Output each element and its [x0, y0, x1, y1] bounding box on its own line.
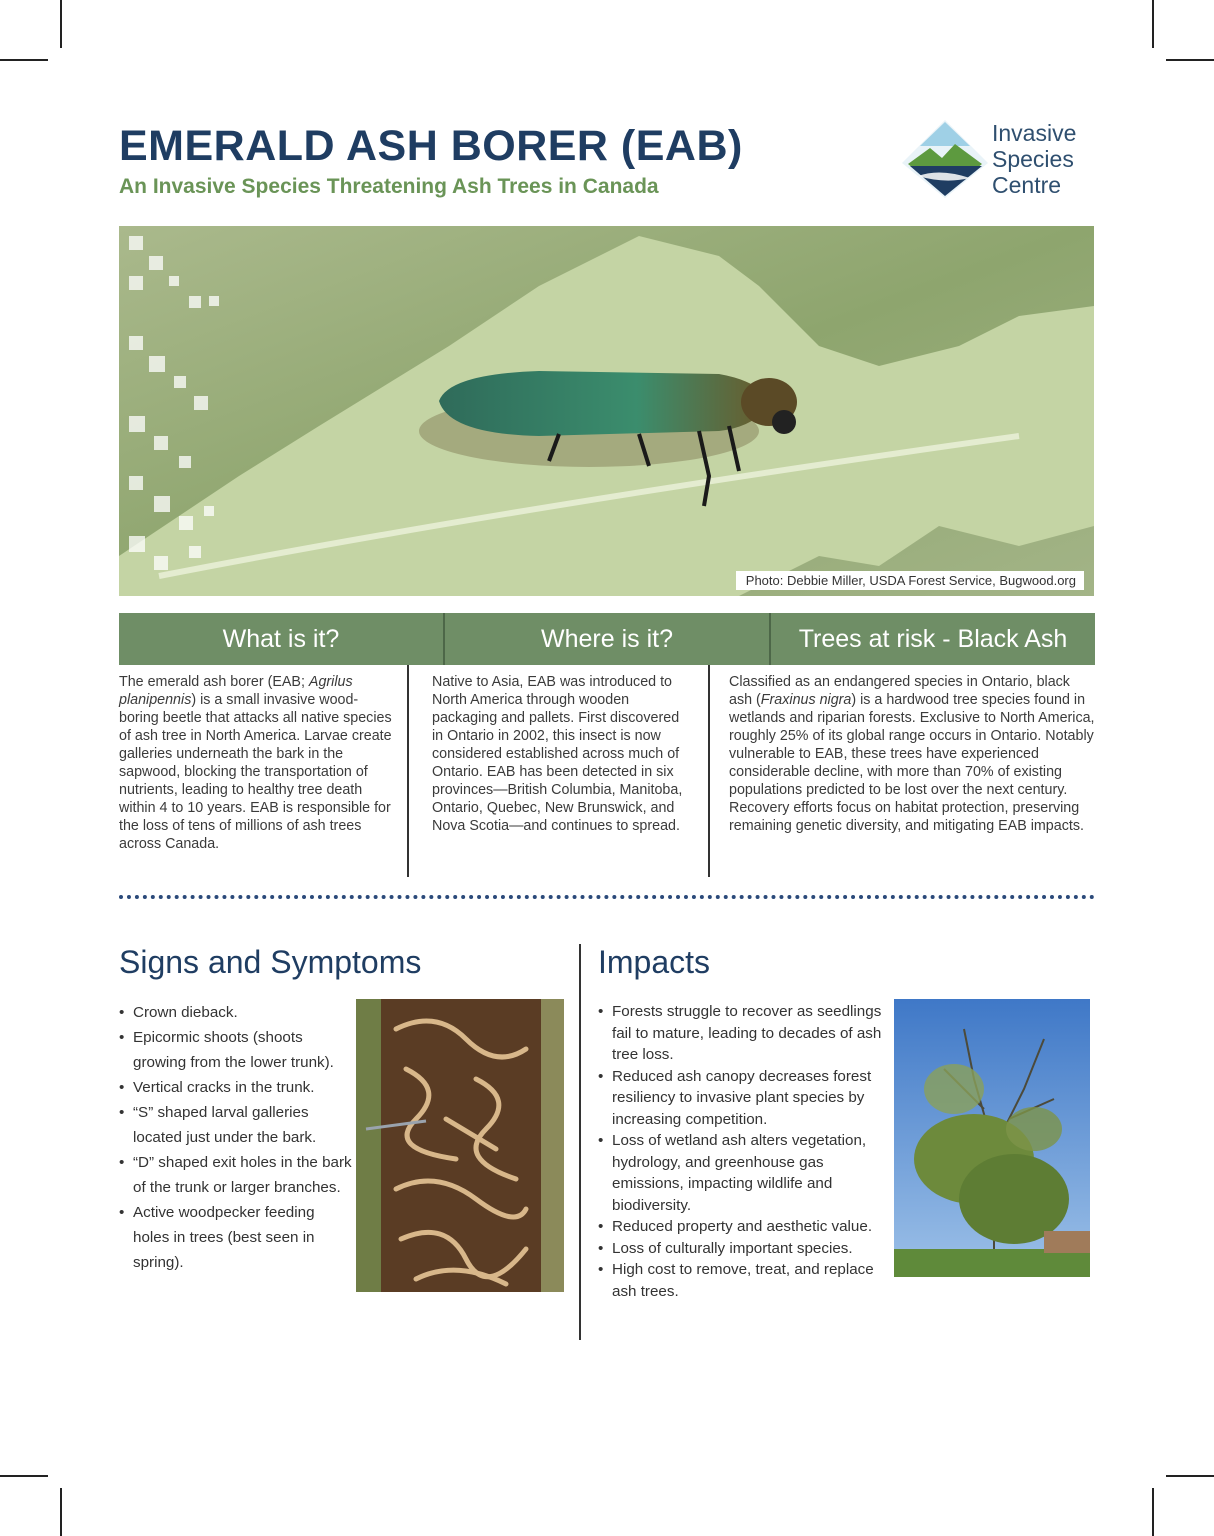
crop-mark	[1166, 59, 1214, 61]
what-text-end: ) is a small invasive wood-boring beetle that attacks all native species of ash tree in North America. Larvae create galleries underneath the bark in the sapwood, blocking the transportation of nutrients, leading to healthy tree death within 4 to 10 years. EAB is responsible for the loss of tens of millions of ash trees across Canada.	[119, 692, 392, 852]
dying-ash-tree-photo	[894, 999, 1090, 1277]
what-text-italic: Agrilus planipennis	[119, 674, 353, 708]
photo-credit: Photo: Debbie Miller, USDA Forest Service, Bugwood.org	[736, 571, 1084, 590]
logo-text	[992, 120, 1076, 198]
beetle-on-leaf-image	[119, 226, 1094, 596]
impacts-item: • Reduced property and aesthetic value.	[598, 1216, 884, 1238]
signs-item: • “S” shaped larval galleries located just under the bark.	[119, 1100, 355, 1150]
column-trees-at-risk	[729, 673, 1095, 835]
logo-line-2: Species	[992, 146, 1074, 172]
larval-galleries-image	[356, 999, 564, 1292]
signs-list	[119, 1000, 355, 1275]
signs-title: Signs and Symptoms	[119, 944, 422, 980]
heading-where-is-it: Where is it?	[443, 613, 769, 665]
risk-text-start: Classified as an endangered species in Ontario, black ash (	[729, 674, 1070, 708]
hero-photo	[119, 226, 1094, 596]
page-title: EMERALD ASH BORER (EAB)	[119, 122, 743, 170]
risk-text-end: ) is a hardwood tree species found in wetlands and riparian forests. Exclusive to North America, roughly 25% of its global range occurs in Ontario. Notably vulnerable to EAB, these trees have experienced considerable decline, with more than 70% of existing populations predicted to be lost over the next century. Recovery efforts focus on habitat protection, preserving remaining genetic diversity, and mitigating EAB impacts.	[729, 692, 1095, 834]
impacts-list	[598, 1001, 884, 1302]
info-columns-header	[119, 613, 1095, 665]
signs-item: • Active woodpecker feeding holes in trees (best seen in spring).	[119, 1200, 355, 1275]
impacts-item: • Reduced ash canopy decreases forest resiliency to invasive plant species by increasing competition.	[598, 1066, 884, 1131]
crop-mark	[1166, 1475, 1214, 1477]
impacts-title: Impacts	[598, 944, 711, 980]
signs-item: • “D” shaped exit holes in the bark of the trunk or larger branches.	[119, 1150, 355, 1200]
invasive-species-centre-logo	[900, 118, 1100, 200]
section-divider	[579, 944, 581, 1340]
what-text-start: The emerald ash borer (EAB;	[119, 674, 309, 690]
crop-mark	[0, 59, 48, 61]
heading-trees-at-risk: Trees at risk - Black Ash	[769, 613, 1095, 665]
heading-what-is-it: What is it?	[222, 625, 340, 653]
column-where-is-it	[432, 673, 690, 835]
column-divider	[407, 665, 409, 877]
page-subtitle: An Invasive Species Threatening Ash Trees in Canada	[119, 175, 659, 198]
logo-mark-icon	[900, 118, 990, 200]
column-what-is-it	[119, 673, 396, 853]
logo-line-1: Invasive	[992, 120, 1077, 146]
ash-tree-image	[894, 999, 1090, 1277]
crop-mark	[1152, 1488, 1154, 1536]
signs-item: • Crown dieback.	[119, 1000, 355, 1025]
signs-item: • Epicormic shoots (shoots growing from the lower trunk).	[119, 1025, 355, 1075]
where-text: Native to Asia, EAB was introduced to North America through wooden packaging and pallets. First discovered in Ontario in 2002, this insect is now considered established across much of Ontario. EAB has been detected in six provinces—British Columbia, Manitoba, Ontario, Quebec, New Brunswick, and Nova Scotia—and continues to spread.	[432, 674, 683, 834]
dotted-divider	[119, 895, 1095, 899]
gallery-bark-photo	[356, 999, 564, 1292]
crop-mark	[1152, 0, 1154, 48]
crop-mark	[60, 1488, 62, 1536]
column-divider	[708, 665, 710, 877]
crop-mark	[0, 1475, 48, 1477]
impacts-item: • Forests struggle to recover as seedlings fail to mature, leading to decades of ash tree loss.	[598, 1001, 884, 1066]
logo-line-3: Centre	[992, 172, 1062, 198]
impacts-item: • Loss of wetland ash alters vegetation, hydrology, and greenhouse gas emissions, impacting wildlife and biodiversity.	[598, 1130, 884, 1216]
risk-text-italic: Fraxinus nigra	[760, 692, 852, 708]
crop-mark	[60, 0, 62, 48]
signs-item: • Vertical cracks in the trunk.	[119, 1075, 355, 1100]
impacts-item: • Loss of culturally important species.	[598, 1238, 884, 1260]
impacts-item: • High cost to remove, treat, and replace ash trees.	[598, 1259, 884, 1302]
